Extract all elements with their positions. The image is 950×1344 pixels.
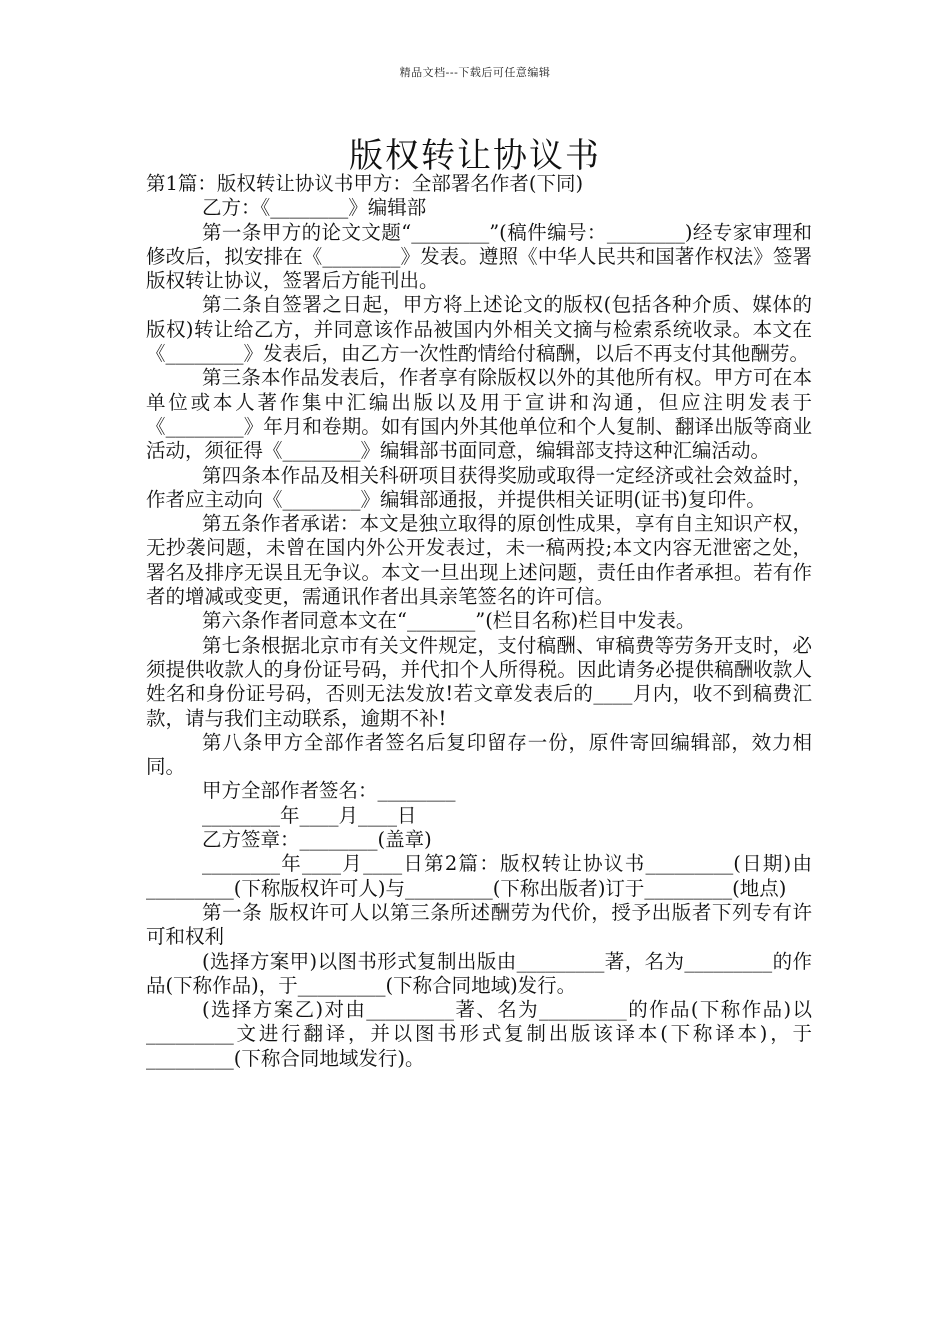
paragraph: (选择方案甲)以图书形式复制出版由_________著，名为_________的作品(下称作品)，于_________(下称合同地域)发行。: [146, 949, 812, 997]
paragraph: 第三条本作品发表后，作者享有除版权以外的其他所有权。甲方可在本单位或本人著作集中汇编出版以及用于宣讲和沟通，但应注明发表于《________》年月和卷期。如有国内外其他单位和个人复制、翻译出版等商业活动，须征得《________》编辑部书面同意，编辑部支持这种汇编活动。: [146, 366, 812, 463]
date-line: ________年____月____日: [202, 803, 417, 827]
paragraph: 第二条自签署之日起，甲方将上述论文的版权(包括各种介质、媒体的版权)转让给乙方，并同意该作品被国内外相关文摘与检索系统收录。本文在《________》发表后，由乙方一次性酌情给付稿酬，以后不再支付其他酬劳。: [146, 293, 812, 366]
paragraph: 第七条根据北京市有关文件规定，支付稿酬、审稿费等劳务开支时，必须提供收款人的身份证号码，并代扣个人所得税。因此请务必提供稿酬收款人姓名和身份证号码，否则无法发放!若文章发表后的____月内，收不到稿费汇款，请与我们主动联系，逾期不补!: [146, 633, 812, 730]
paragraph: 乙方：《________》编辑部: [202, 196, 427, 220]
paragraph: 第四条本作品及相关科研项目获得奖励或取得一定经济或社会效益时，作者应主动向《________》编辑部通报，并提供相关证明(证书)复印件。: [146, 463, 812, 511]
paragraph: 第1篇：版权转让协议书甲方：全部署名作者(下同): [146, 172, 584, 195]
paragraph: ________年____月____日第2篇：版权转让协议书_________(日期)由_________(下称版权许可人)与_________(下称出版者)订于_________(地点): [146, 852, 812, 900]
document-body: [146, 172, 812, 1071]
paragraph: (选择方案乙)对由_________著、名为_________的作品(下称作品)以_________文进行翻译，并以图书形式复制出版该译本(下称译本)，于_________(下称合同地域发行)。: [146, 998, 812, 1070]
paragraph: 第八条甲方全部作者签名后复印留存一份，原件寄回编辑部，效力相同。: [146, 730, 812, 779]
paragraph: 第一条 版权许可人以第三条所述酬劳为代价，授予出版者下列专有许可和权利: [146, 900, 812, 949]
signature-line: 甲方全部作者签名：________: [202, 779, 456, 803]
document-title: 版权转让协议书: [349, 136, 601, 176]
paragraph: 第六条作者同意本文在“_______”(栏目名称)栏目中发表。: [202, 609, 696, 633]
paragraph: 第五条作者承诺：本文是独立取得的原创性成果，享有自主知识产权，无抄袭问题，未曾在国内外公开发表过，未一稿两投;本文内容无泄密之处，署名及排序无误且无争议。本文一旦出现上述问题，责任由作者承担。若有作者的增减或变更，需通讯作者出具亲笔签名的许可信。: [146, 512, 812, 609]
page-header: 精品文档---下载后可任意编辑: [399, 66, 551, 79]
seal-line: 乙方签章：________(盖章): [202, 828, 432, 852]
paragraph: 第一条甲方的论文文题“________”(稿件编号：________)经专家审理和修改后，拟安排在《________》发表。遵照《中华人民共和国著作权法》签署版权转让协议，签署后方能刊出。: [146, 220, 812, 293]
